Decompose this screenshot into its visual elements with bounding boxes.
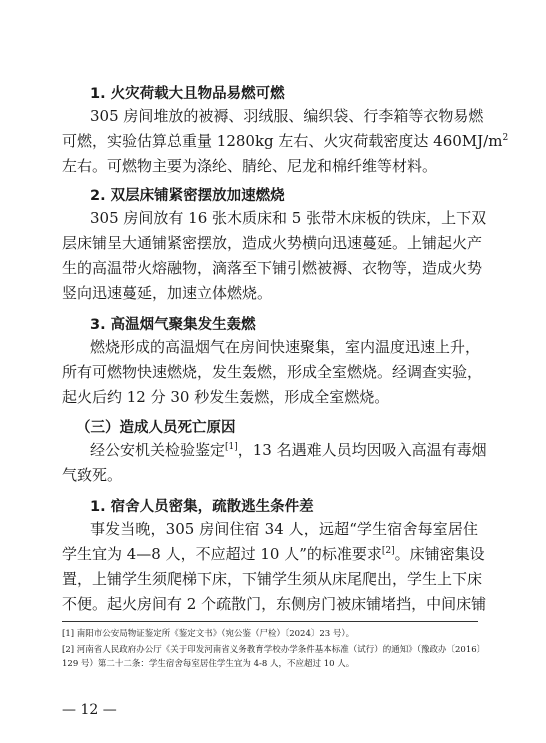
heading-flashover: 3. 高温烟气聚集发生轰燃 <box>90 317 256 333</box>
paragraph-line: 层床铺呈大通铺紧密摆放，造成火势横向迅速蔓延。上铺起火产 <box>62 234 483 252</box>
paragraph-line: 305 房间放有 16 张木质床和 5 张带木床板的铁床，上下双 <box>90 209 487 227</box>
footnote-divider <box>62 621 478 622</box>
paragraph-line: 305 房间堆放的被褥、羽绒服、编织袋、行李箱等衣物易燃 <box>90 107 484 125</box>
paragraph-line: 可燃，实验估算总重量 1280kg 左右、火灾荷载密度达 $460MJ/m^2$ <box>62 132 509 150</box>
paragraph-line: 不便。起火房间有 2 个疏散门，东侧房门被床铺堵挡，中间床铺 <box>62 595 487 613</box>
paragraph-line: 燃烧形成的高温烟气在房间快速聚集，室内温度迅速上升， <box>90 338 481 356</box>
paragraph-line: 事发当晚，305 房间住宿 34 人，远超“学生宿舍每室居住 <box>90 520 478 538</box>
heading-fire-load: 1. 火灾荷载大且物品易燃可燃 <box>90 86 285 102</box>
paragraph-line: 左右。可燃物主要为涤纶、腈纶、尼龙和棉纤维等材料。 <box>62 157 438 175</box>
paragraph-line: 学生宜为 4—8 人，不应超过 10 人”的标准要求[2]。床铺密集设 <box>62 545 485 563</box>
footnote-2: [2] 河南省人民政府办公厅《关于印发河南省义务教育学校办学条件基本标准（试行）的通知》（豫政办〔2016〕 <box>62 645 486 655</box>
paragraph-line: 所有可燃物快速燃烧，发生轰燃，形成全室燃烧。经调查实验， <box>62 363 483 381</box>
paragraph-line: 生的高温带火熔融物，滴落至下铺引燃被褥、衣物等，造成火势 <box>62 259 483 277</box>
footnote-1: [1] 南阳市公安局物证鉴定所《鉴定文书》（宛公鉴（尸检）〔2024〕23 号）。 <box>62 629 355 639</box>
paragraph-line: 起火后约 12 分 30 秒发生轰燃，形成全室燃烧。 <box>62 388 390 406</box>
paragraph-line: 竖向迅速蔓延，加速立体燃烧。 <box>62 284 273 302</box>
heading-bunk-beds: 2. 双层床铺紧密摆放加速燃烧 <box>90 188 285 204</box>
paragraph-line: 置，上铺学生须爬梯下床，下铺学生须从床尾爬出，学生上下床 <box>62 570 483 588</box>
paragraph-line: 气致死。 <box>62 466 123 484</box>
paragraph-line: 经公安机关检验鉴定[1]，13 名遇难人员均因吸入高温有毒烟 <box>90 441 487 459</box>
footnote-2-continued: 129 号）第二十二条：学生宿舍每室居住学生宜为 4-8 人，不应超过 10 人。 <box>62 659 355 669</box>
heading-dormitory-density: 1. 宿舍人员密集，疏散逃生条件差 <box>90 499 314 515</box>
page-number: — 12 — <box>62 702 117 718</box>
heading-death-causes: （三）造成人员死亡原因 <box>76 420 236 436</box>
